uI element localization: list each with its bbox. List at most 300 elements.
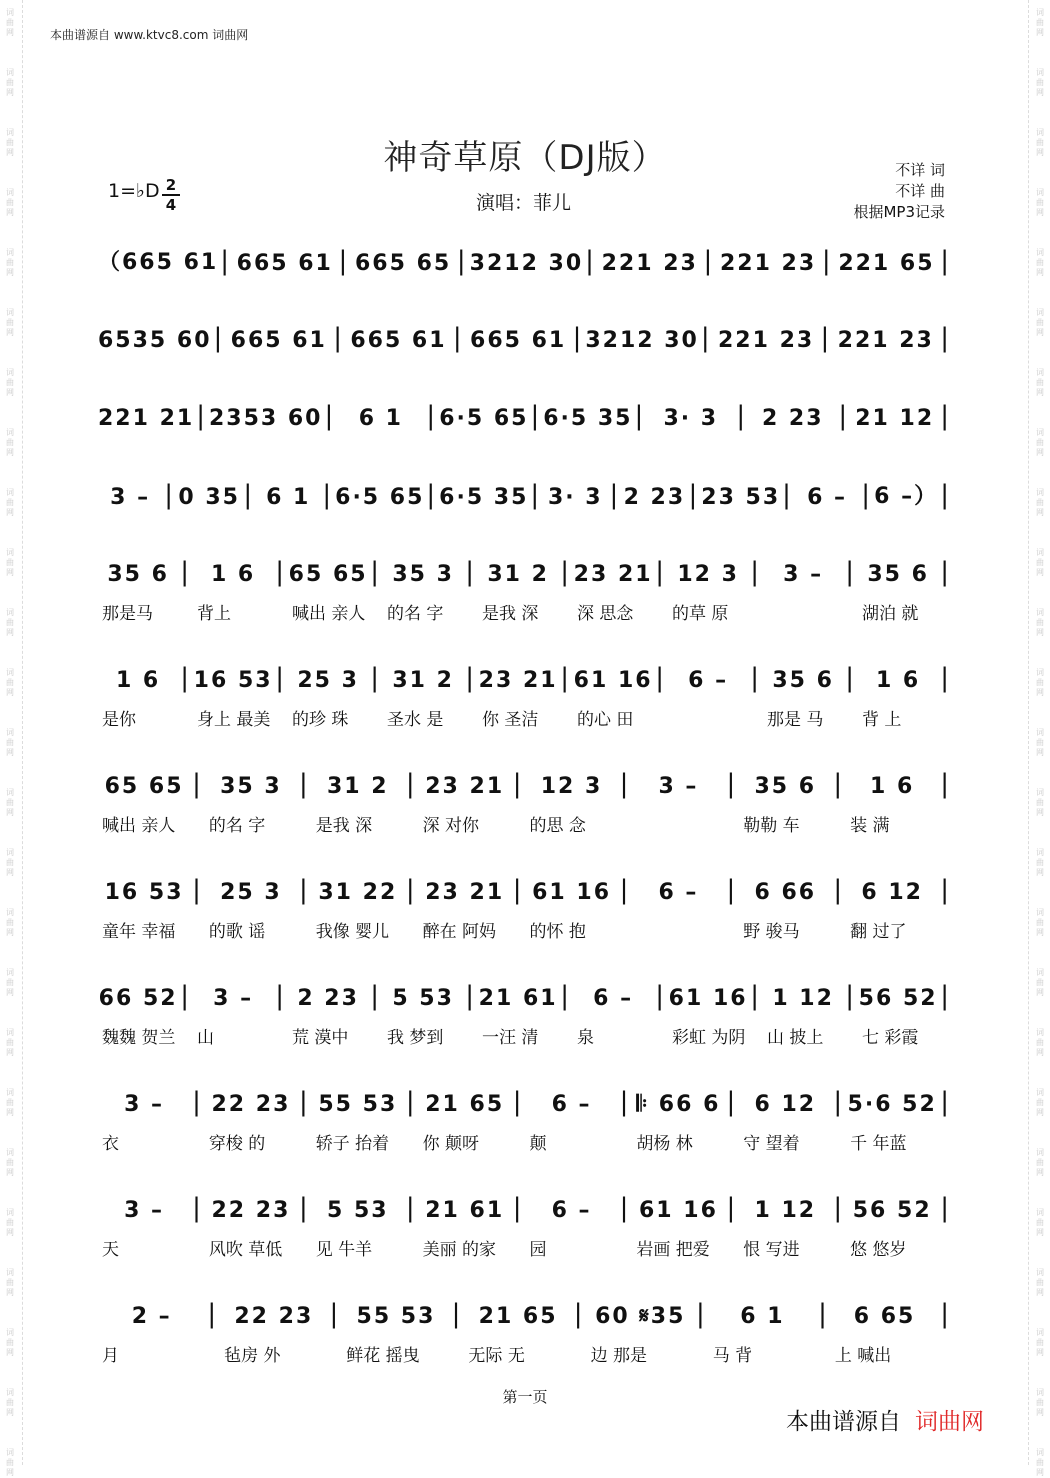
header-source-note: 本曲谱源自 www.ktvc8.com 词曲网 [50,28,249,42]
right-watermark-strip [1032,0,1048,1477]
lyric-syllables: 衣 [102,1134,119,1154]
score-system [98,875,953,942]
side-watermark-mark: 词曲网 [6,1208,14,1237]
credits-block [853,160,945,223]
lyric-line [98,705,953,730]
measure: 35 6 [867,562,929,587]
barline: | [275,981,286,1011]
side-watermark-mark: 词曲网 [1036,1328,1044,1357]
measure: 221 23 [837,328,934,353]
measure: 3 – [783,562,824,587]
barline: | [750,663,761,693]
barline: | [370,557,381,587]
lyric-syllables: 泉 [577,1028,594,1048]
barline: | [220,246,231,276]
lyric-syllables [668,705,763,730]
lyric-syllables: 马 背 [712,1346,753,1366]
measure: 23 21 [478,668,558,693]
lyric-syllables: 美丽 的家 [422,1240,497,1260]
measure: 56 52 [852,1198,932,1223]
lyric-syllables: 上 喊出 [834,1346,892,1366]
measure: 5 53 [392,986,454,1011]
barline: | [940,323,951,353]
barline: | [655,557,666,587]
lyric-syllables: 背上 [197,604,231,624]
measure: 55 53 [318,1092,398,1117]
side-watermark-mark: 词曲网 [1036,68,1044,97]
side-watermark-mark: 词曲网 [6,788,14,817]
lyric-line [98,1129,953,1154]
barline: | [782,480,793,510]
score-system [98,1087,953,1154]
barline: | [845,663,856,693]
measure: 1 6 [870,774,915,799]
measure: 16 53 [193,668,273,693]
barline: | [512,1193,524,1223]
lyric-syllables: 鲜花 摇曳 [346,1346,420,1366]
barline: | [861,480,872,510]
side-watermark-mark: 词曲网 [6,188,14,217]
barline: | [703,246,715,276]
lyric-syllables: 的珍 珠 [292,710,349,730]
notation-line [98,769,953,799]
barline: | [845,557,856,587]
side-watermark-mark: 词曲网 [1036,428,1044,457]
barline: | [940,401,952,431]
lyric-syllables: 山 披上 [767,1028,824,1048]
lyric-line [98,917,953,942]
measure: 23 21 [425,774,505,799]
score-system [98,401,953,431]
side-watermark-mark: 词曲网 [1036,1388,1044,1417]
lyric-syllables: 你 圣洁 [482,710,539,730]
barline: | [512,875,524,905]
barline: | [298,1193,310,1223]
lyric-syllables [763,599,858,624]
lyric-syllables: 勒勒 车 [743,816,800,836]
measure: 21 61 [425,1198,505,1223]
composer-credit: 不详 曲 [895,182,945,200]
measure: 6 –） [874,484,939,509]
measure: 55 53 [356,1304,436,1329]
side-watermark-mark: 词曲网 [6,968,14,997]
measure: 665 61 [350,328,447,353]
lyric-syllables: 你 颠呀 [422,1134,480,1154]
side-watermark-mark: 词曲网 [1036,1028,1044,1057]
score-system [98,769,953,836]
measure: 61 16 [532,880,611,905]
lyric-syllables: 的歌 谣 [208,922,266,942]
measure: 21 12 [855,406,935,431]
barline: | [940,769,951,799]
score-system [98,663,953,730]
barline: | [940,1193,951,1223]
barline: | [726,769,738,799]
barline: | [695,1299,707,1329]
notation-line [98,323,953,353]
lyric-syllables: 装 满 [850,816,890,836]
side-watermark-mark: 词曲网 [6,8,14,37]
barline: | [180,981,191,1011]
notation-line [98,557,953,587]
side-watermark-mark: 词曲网 [6,368,14,397]
measure: 2 23 [623,485,686,510]
footer-source-label: 本曲谱源自 [786,1409,901,1435]
lyric-line [98,1341,953,1366]
barline: | [512,1087,524,1117]
barline: | [940,246,951,276]
lyric-syllables: 深 思念 [577,604,634,624]
lyric-syllables: 一汪 清 [482,1028,539,1048]
side-watermark-mark: 词曲网 [6,608,14,637]
side-watermark-mark: 词曲网 [1036,188,1044,217]
lyric-line [98,1023,953,1048]
barline: | [164,480,176,510]
measure: （665 61 [98,250,219,275]
barline: | [838,401,850,431]
left-margin-rule [22,0,23,1465]
side-watermark-mark: 词曲网 [1036,908,1044,937]
lyric-syllables: 我 梦到 [387,1028,444,1048]
measure: 6 65 [853,1304,916,1329]
barline: | [465,663,476,693]
side-watermark-mark: 词曲网 [6,1088,14,1117]
barline: | [940,875,951,905]
measure: 23 21 [425,880,505,905]
side-watermark-mark: 词曲网 [6,1448,14,1477]
side-watermark-mark: 词曲网 [6,848,14,877]
measure: 6 – [688,668,729,693]
lyric-syllables: 圣水 是 [387,710,444,730]
measure: 665 61 [470,328,567,353]
lyric-syllables: 的名 字 [387,604,444,624]
lyric-syllables: 童年 幸福 [102,922,176,942]
lyric-syllables: 的名 字 [208,816,266,836]
notation-line [98,1193,953,1223]
lyric-syllables: 翻 过了 [850,922,907,942]
key-signature: 1=♭D [108,180,160,202]
measure: 3 – [213,986,254,1011]
measure: 2353 60 [208,406,323,431]
measure: 6·5 65 [439,406,529,431]
barline: | [655,663,666,693]
measure: 35 6 [754,774,817,799]
lyric-syllables: 颠 [529,1134,547,1154]
lyric-syllables [632,917,739,942]
side-watermark-mark: 词曲网 [6,908,14,937]
score-system [98,245,953,276]
barline: | [298,875,310,905]
measure: 35 6 [772,668,834,693]
lyric-syllables: 边 那是 [590,1346,647,1366]
barline: | [700,323,712,353]
notation-line [98,401,953,431]
barline: | [207,1299,219,1329]
side-watermark-mark: 词曲网 [1036,788,1044,817]
lyric-syllables: 野 骏马 [743,922,800,942]
notation-line [98,1087,953,1117]
lyric-syllables: 风吹 草低 [208,1240,283,1260]
lyric-syllables [632,811,739,836]
measure: 35 3 [220,774,282,799]
barline: | [609,480,621,510]
score-system [98,479,953,510]
lyric-syllables: 穿梭 的 [208,1134,266,1154]
side-watermark-mark: 词曲网 [1036,1268,1044,1297]
barline: | [833,1193,845,1223]
barline: | [329,1299,341,1329]
barline: | [940,480,952,510]
measure: 3· 3 [547,485,603,510]
notation-line [98,875,953,905]
measure: 6·5 35 [543,406,633,431]
lyric-syllables: 胡杨 林 [636,1134,693,1154]
side-watermark-mark: 词曲网 [1036,728,1044,757]
lyric-syllables: 无际 无 [468,1346,525,1366]
barline: | [585,246,596,276]
barline: | [405,1193,417,1223]
measure: 6 12 [861,880,923,905]
notation-line [98,479,953,510]
barline: | [298,1087,310,1117]
measure: 23 53 [701,485,781,510]
measure: 5·6 52 [847,1092,937,1117]
barline: | [512,769,524,799]
notation-line [98,245,953,276]
score-system [98,1299,953,1366]
measure: 22 23 [211,1198,291,1223]
left-watermark-strip [2,0,18,1477]
measure: 3 – [124,1092,165,1117]
side-watermark-mark: 词曲网 [1036,368,1044,397]
barline: | [426,401,438,431]
song-title: 神奇草原（DJ版） [383,138,667,178]
barline: | [333,323,344,353]
lyric-syllables: 那是 马 [767,710,824,730]
lyric-syllables: 身上 最美 [197,710,271,730]
measure: 6 1 [266,485,311,510]
barline: | [180,663,191,693]
barline: | [465,557,476,587]
side-watermark-mark: 词曲网 [6,1028,14,1057]
measure: 5 53 [327,1198,389,1223]
barline: | [726,1087,738,1117]
side-watermark-mark: 词曲网 [1036,488,1044,517]
lyric-syllables: 园 [529,1240,547,1260]
lyric-syllables: 那是马 [102,604,153,624]
measure: 56 52 [858,986,938,1011]
score-system [98,1193,953,1260]
barline: | [298,769,310,799]
barline: | [940,557,951,587]
barline: | [560,557,571,587]
lyric-syllables: 我像 婴儿 [315,922,390,942]
measure: 35 3 [392,562,454,587]
lyric-line [98,1235,953,1260]
barline: | [192,1193,203,1223]
barline: | [192,875,203,905]
measure: 1 6 [875,668,921,693]
measure: 31 22 [318,880,398,905]
side-watermark-mark: 词曲网 [1036,1148,1044,1177]
barline: | [324,401,336,431]
lyric-syllables: 醉在 阿妈 [422,922,497,942]
lyric-syllables: 是你 [102,710,136,730]
barline: | [655,981,666,1011]
page-number: 第一页 [502,1388,548,1406]
measure: 22 23 [211,1092,291,1117]
side-watermark-mark: 词曲网 [6,428,14,457]
barline: | [405,1087,417,1117]
barline: | [845,981,856,1011]
barline: | [750,557,761,587]
measure: 𝄆 66 6 [636,1092,721,1117]
barline: | [940,981,951,1011]
barline: | [726,875,738,905]
measure: 23 21 [573,562,653,587]
side-watermark-mark: 词曲网 [1036,668,1044,697]
measure: 221 23 [601,251,698,276]
barline: | [530,480,542,510]
transcription-note: 根据MP3记录 [853,203,945,221]
measure: 3212 30 [585,328,699,353]
lyric-syllables: 是我 深 [315,816,373,836]
lyric-syllables: 是我 深 [482,604,539,624]
lyric-syllables: 岩画 把爱 [636,1240,710,1260]
measure: 665 65 [355,251,452,276]
lyric-syllables: 见 牛羊 [315,1240,373,1260]
side-watermark-mark: 词曲网 [6,548,14,577]
measure: 665 61 [236,251,333,276]
measure: 12 3 [677,562,739,587]
time-signature-numerator: 2 [162,176,180,196]
lyric-syllables: 恨 写进 [743,1240,800,1260]
barline: | [338,246,350,276]
measure: 221 23 [719,251,817,276]
barline: | [275,557,286,587]
measure: 16 53 [104,880,184,905]
measure: 22 23 [234,1304,314,1329]
footer-brand: 词曲网 [915,1409,984,1435]
measure: 3 – [124,1198,165,1223]
barline: | [530,401,542,431]
barline: | [820,323,832,353]
side-watermark-mark: 词曲网 [1036,548,1044,577]
lyric-syllables: 山 [197,1028,214,1048]
barline: | [619,1193,631,1223]
lyric-syllables: 背 上 [862,710,902,730]
measure: 21 65 [478,1304,558,1329]
barline: | [619,875,631,905]
measure: 221 23 [717,328,815,353]
lyric-syllables: 深 对你 [422,816,480,836]
side-watermark-mark: 词曲网 [6,668,14,697]
side-watermark-mark: 词曲网 [1036,1088,1044,1117]
side-watermark-mark: 词曲网 [1036,1208,1044,1237]
side-watermark-mark: 词曲网 [1036,968,1044,997]
measure: 3· 3 [663,406,719,431]
measure: 25 3 [220,880,282,905]
barline: | [619,769,631,799]
barline: | [940,1299,951,1329]
lyric-syllables: 魏魏 贺兰 [102,1028,176,1048]
measure: 12 3 [540,774,603,799]
measure: 2 23 [297,986,359,1011]
barline: | [196,401,207,431]
barline: | [833,769,845,799]
measure: 1 6 [210,562,256,587]
lyric-syllables: 守 望着 [743,1134,800,1154]
measure: 60 𝄋35 [595,1304,686,1329]
lyric-syllables: 彩虹 为阴 [672,1028,746,1048]
barline: | [426,480,438,510]
lyric-syllables: 毡房 外 [224,1346,281,1366]
measure: 1 6 [115,668,161,693]
measure: 61 16 [638,1198,718,1223]
barline: | [370,981,381,1011]
measure: 31 2 [392,668,454,693]
score-system [98,981,953,1048]
measure: 25 3 [297,668,359,693]
barline: | [192,1087,203,1117]
measure: 2 – [131,1304,172,1329]
barline: | [275,663,286,693]
lyric-line [98,599,953,624]
measure: 6 – [593,986,634,1011]
measure: 6 12 [754,1092,817,1117]
barline: | [213,323,225,353]
barline: | [750,981,761,1011]
barline: | [818,1299,829,1329]
measure: 221 21 [98,406,195,431]
measure: 6 – [658,880,699,905]
lyric-syllables: 的心 田 [577,710,634,730]
measure: 3212 30 [469,251,584,276]
side-watermark-mark: 词曲网 [6,128,14,157]
lyric-syllables: 天 [102,1240,119,1260]
lyricist-credit: 不详 词 [895,161,945,179]
barline: | [736,401,748,431]
measure: 665 61 [230,328,327,353]
barline: | [465,981,476,1011]
barline: | [572,323,584,353]
measure: 31 2 [327,774,389,799]
barline: | [821,246,833,276]
side-watermark-mark: 词曲网 [6,1148,14,1177]
barline: | [560,663,571,693]
barline: | [405,769,417,799]
barline: | [726,1193,738,1223]
measure: 61 16 [668,986,748,1011]
side-watermark-mark: 词曲网 [1036,1448,1044,1477]
side-watermark-mark: 词曲网 [1036,8,1044,37]
lyric-syllables: 轿子 抬着 [315,1134,390,1154]
side-watermark-mark: 词曲网 [6,1268,14,1297]
measure: 21 65 [425,1092,505,1117]
barline: | [180,557,191,587]
measure: 6 – [807,485,848,510]
measure: 66 52 [98,986,178,1011]
side-watermark-mark: 词曲网 [6,728,14,757]
side-watermark-mark: 词曲网 [1036,608,1044,637]
measure: 65 65 [104,774,184,799]
lyric-syllables: 湖泊 就 [862,604,919,624]
measure: 21 61 [478,986,558,1011]
notation-line [98,663,953,693]
measure: 1 12 [754,1198,817,1223]
measure: 6·5 35 [439,485,529,510]
measure: 6 – [551,1198,592,1223]
